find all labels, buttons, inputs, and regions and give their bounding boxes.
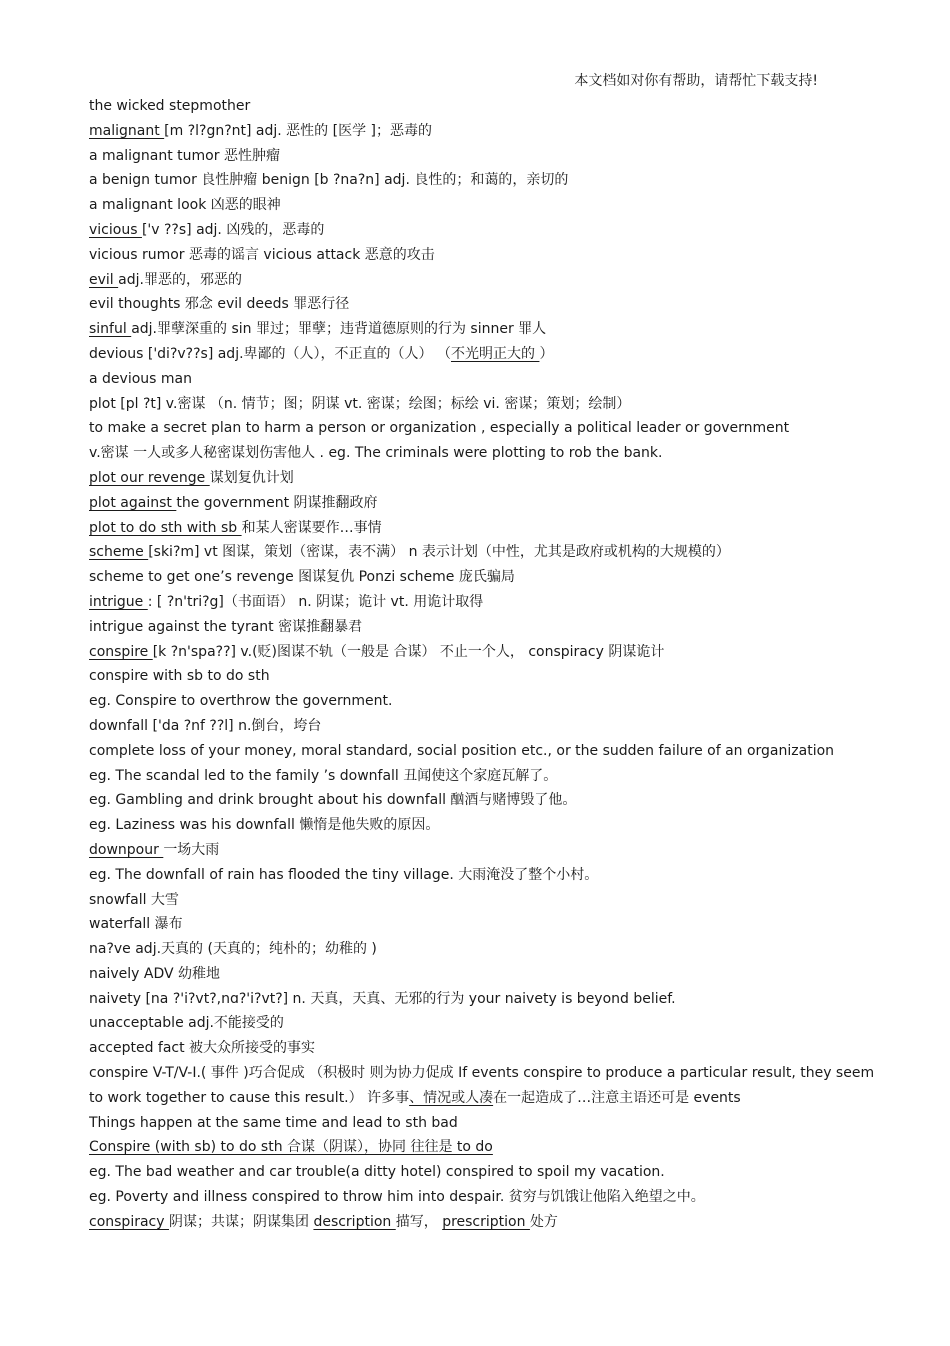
text-line <box>89 1036 879 1061</box>
text-segment: na?ve adj.天真的 (天真的；纯朴的；幼稚的 ) <box>89 941 377 958</box>
underlined-term: malignant <box>89 122 165 139</box>
text-segment: : [ ?n'tri?g]（书面语） n. 阴谋；诡计 vt. 用诡计取得 <box>147 593 484 610</box>
text-segment: [m ?l?gn?nt] adj. 恶性的 [医学 ]；恶毒的 <box>164 122 433 139</box>
underlined-term: Conspire (with sb) to do sth 合谋（阴谋），协同 往往是 to do <box>89 1139 493 1156</box>
text-line <box>89 491 879 516</box>
text-line <box>89 813 879 838</box>
text-segment: adj.罪恶的，邪恶的 <box>118 271 242 288</box>
text-line <box>89 739 879 764</box>
underlined-term: description <box>313 1213 396 1230</box>
text-segment: eg. The downfall of rain has flooded the tiny village. 大雨淹没了整个小村。 <box>89 866 599 883</box>
text-segment: evil thoughts 邪念 evil deeds 罪恶行径 <box>89 296 350 313</box>
text-line <box>89 268 879 293</box>
underlined-term: plot to do sth with sb <box>89 519 242 536</box>
text-segment: scheme to get one’s revenge 图谋复仇 Ponzi scheme 庞氏骗局 <box>89 569 515 586</box>
text-segment: [ski?m] vt 图谋，策划（密谋，表不满） n 表示计划（中性，尤其是政府或机构的大规模的） <box>148 544 730 561</box>
text-segment: conspire with sb to do sth <box>89 668 270 685</box>
text-line <box>89 367 879 392</box>
text-line <box>89 664 879 689</box>
text-line <box>89 1011 879 1036</box>
underlined-term: 、情况或人凑 <box>409 1089 494 1106</box>
text-segment: a malignant look 凶恶的眼神 <box>89 197 281 214</box>
underlined-term: evil <box>89 271 119 288</box>
text-line <box>89 94 879 119</box>
text-line <box>89 714 879 739</box>
underlined-term: conspire <box>89 643 153 660</box>
underlined-term: 不光明正大的 <box>450 345 540 362</box>
text-segment: naivety [na ?'i?vt?,nɑ?'i?vt?] n. 天真，天真、无邪的行为 your naivety is beyond belief. <box>89 990 676 1007</box>
underlined-term: scheme <box>89 544 149 561</box>
text-line <box>89 119 879 144</box>
text-segment: 阴谋；共谋；阴谋集团 <box>168 1213 314 1230</box>
text-line <box>89 218 879 243</box>
text-segment: a malignant tumor 恶性肿瘤 <box>89 147 280 164</box>
text-line <box>89 888 879 913</box>
text-segment: the government 阴谋推翻政府 <box>176 494 378 511</box>
text-line <box>89 1135 879 1160</box>
text-line <box>89 615 879 640</box>
text-segment: eg. Laziness was his downfall 懒惰是他失败的原因。 <box>89 817 440 834</box>
text-segment: eg. The scandal led to the family ’s downfall 丑闻使这个家庭瓦解了。 <box>89 767 558 784</box>
text-line <box>89 863 879 888</box>
underlined-term: vicious <box>89 221 142 238</box>
text-line <box>89 392 879 417</box>
text-line <box>89 243 879 268</box>
text-segment: v.密谋 一人或多人秘密谋划伤害他人 . eg. The criminals were plotting to rob the bank. <box>89 445 663 462</box>
text-line <box>89 590 879 615</box>
text-segment: eg. Gambling and drink brought about his downfall 酗酒与赌博毁了他。 <box>89 792 577 809</box>
text-segment: devious ['di?v??s] adj.卑鄙的（人），不正直的（人） （ <box>89 345 451 362</box>
text-segment: 和某人密谋要作…事情 <box>241 519 382 536</box>
text-segment: 描写， <box>395 1213 443 1230</box>
text-segment: the wicked stepmother <box>89 98 251 114</box>
text-line <box>89 788 879 813</box>
text-segment: [k ?n'spa??] v.(贬)图谋不轨（一般是 合谋） 不止一个人， conspiracy 阴谋诡计 <box>152 643 665 660</box>
text-line <box>89 962 879 987</box>
text-line <box>89 144 879 169</box>
text-line <box>89 441 879 466</box>
text-segment: 处方 <box>529 1213 558 1230</box>
underlined-term: conspiracy <box>89 1213 169 1230</box>
text-segment: Things happen at the same time and lead to sth bad <box>89 1114 458 1131</box>
text-line <box>89 1160 879 1185</box>
text-segment: plot [pl ?t] v.密谋 （n. 情节；图；阴谋 vt. 密谋；绘图；标绘 vi. 密谋；策划；绘制） <box>89 395 631 412</box>
text-line <box>89 764 879 789</box>
text-segment: 一场大雨 <box>163 841 220 858</box>
text-line <box>89 292 879 317</box>
text-line <box>89 912 879 937</box>
text-line <box>89 416 879 441</box>
text-line <box>89 987 879 1012</box>
text-line <box>89 640 879 665</box>
text-segment: 谋划复仇计划 <box>209 469 294 486</box>
text-segment: downfall ['da ?nf ??l] n.倒台，垮台 <box>89 717 322 734</box>
text-line <box>89 689 879 714</box>
text-line <box>89 1210 879 1235</box>
text-line <box>89 565 879 590</box>
text-segment: a devious man <box>89 370 192 387</box>
text-segment: snowfall 大雪 <box>89 891 179 908</box>
underlined-term: intrigue <box>89 593 148 610</box>
underlined-term: sinful <box>89 321 132 338</box>
text-segment: a benign tumor 良性肿瘤 benign [b ?na?n] adj. 良性的；和蔼的，亲切的 <box>89 172 569 189</box>
text-segment: eg. The bad weather and car trouble(a ditty hotel) conspired to spoil my vacation. <box>89 1164 665 1181</box>
text-segment: ） <box>539 345 554 362</box>
text-line <box>89 540 879 565</box>
document-body <box>89 94 879 1235</box>
underlined-term: plot against <box>89 494 177 511</box>
text-line <box>89 317 879 342</box>
text-segment: naively ADV 幼稚地 <box>89 965 221 982</box>
underlined-term: prescription <box>442 1213 530 1230</box>
text-segment: accepted fact 被大众所接受的事实 <box>89 1040 316 1057</box>
text-segment: to make a secret plan to harm a person or organization , especially a political leader or government <box>89 420 790 437</box>
text-segment: 在一起造成了…注意主语还可是 events <box>493 1089 741 1106</box>
text-segment: complete loss of your money, moral standard, social position etc., or the sudden failure of an organization <box>89 742 835 759</box>
text-line <box>89 1111 879 1136</box>
underlined-term: plot our revenge <box>89 469 210 486</box>
text-line <box>89 516 879 541</box>
text-line <box>89 193 879 218</box>
text-line <box>89 342 879 367</box>
text-segment: waterfall 瀑布 <box>89 916 183 933</box>
text-segment: eg. Conspire to overthrow the government. <box>89 693 393 710</box>
text-segment: intrigue against the tyrant 密谋推翻暴君 <box>89 618 363 635</box>
text-segment: ['v ??s] adj. 凶残的，恶毒的 <box>141 221 325 238</box>
text-segment: conspire V-T/V-I.( 事件 )巧合促成 （积极时 则为协力促成 If events conspire to produce a particular result, they seem to work together to cause this result.） 许多事 <box>89 1065 875 1106</box>
header-note: 本文档如对你有帮助，请帮忙下载支持! <box>574 73 818 89</box>
text-line <box>89 838 879 863</box>
text-line <box>89 1061 879 1111</box>
text-segment: eg. Poverty and illness conspired to throw him into despair. 贫穷与饥饿让他陷入绝望之中。 <box>89 1189 705 1206</box>
text-line <box>89 1185 879 1210</box>
text-segment: adj.罪孽深重的 sin 罪过；罪孽；违背道德原则的行为 sinner 罪人 <box>131 321 547 338</box>
underlined-term: downpour <box>89 841 164 858</box>
text-segment: unacceptable adj.不能接受的 <box>89 1015 284 1032</box>
text-line <box>89 466 879 491</box>
text-segment: vicious rumor 恶毒的谣言 vicious attack 恶意的攻击 <box>89 246 435 263</box>
text-line <box>89 937 879 962</box>
text-line <box>89 168 879 193</box>
